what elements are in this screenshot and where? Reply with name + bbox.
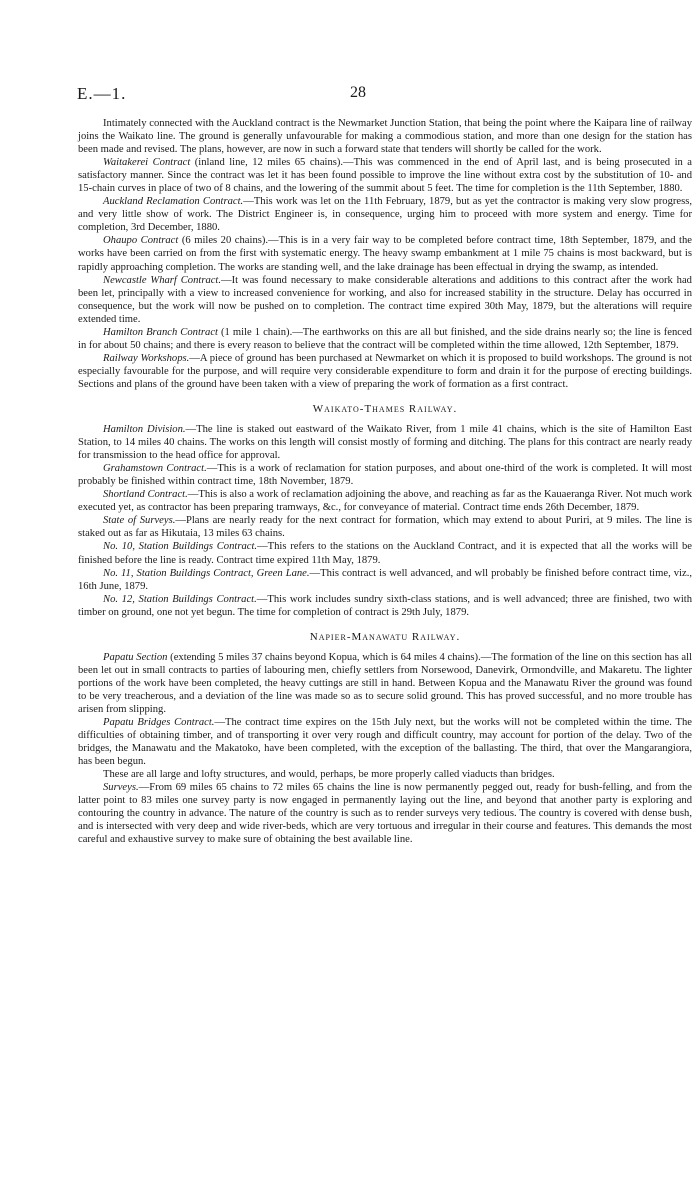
paragraph	[78, 352, 692, 391]
paragraph-text: (extending 5 miles 37 chains beyond Kopua, which is 64 miles 4 chains).—The formation of the line on this section has all been let out in small contracts to parties of labouring men, chiefly settlers from Norsewood, Danevirk, Ormondville, and Makaretu. The lighter portions of the work have been completed, the heavy cuttings are still in hand. Between Kopua and the Manawatu River the ground was found to be very treacherous, and a deviation of the line was made so as to secure solid ground. This has proved successful, and no more trouble has arisen from slipping.	[78, 651, 693, 715]
paragraph-title: No. 10, Station Buildings Contract.	[103, 541, 258, 553]
paragraph-title: Hamilton Division.	[103, 424, 186, 436]
paragraph-title: Railway Workshops.	[103, 352, 190, 364]
paragraph	[78, 274, 692, 326]
paragraph-title: Papatu Section	[103, 651, 168, 663]
document-reference: E.—1.	[77, 84, 127, 103]
paragraph-title: Papatu Bridges Contract.	[103, 717, 215, 729]
paragraph-text: —This refers to the stations on the Auckland Contract, and it is expected that all the works will be finished before the line is ready. Contract time expired 11th May, 1879.	[78, 541, 692, 566]
paragraph	[78, 234, 692, 273]
section-heading: Waikato-Thames Railway.	[312, 402, 458, 415]
paragraph-text: —From 69 miles 65 chains to 72 miles 65 chains the line is now permanently pegged out, ready for bush-felling, and from the latter point to 83 miles one survey party is now engaged in permanently laying out the line, and beyond that another party is exploring and contouring the country in advance. The nature of the country is such as to render surveys very tedious. The country is covered with dense bush, and is intersected with very deep and wide river-beds, which are very tortuous and irregular in their course and features. This demands the most careful and exhaustive survey to make sure of obtaining the best available line.	[78, 782, 692, 846]
section-heading: Napier-Manawatu Railway.	[309, 630, 461, 643]
paragraph-text: —Plans are nearly ready for the next contract for formation, which may extend to about Puriri, at 9 miles. The line is staked out as far as Hikutaia, 13 miles 63 chains.	[78, 515, 692, 540]
paragraph-text: —This is also a work of reclamation adjoining the above, and reaching as far as the Kauaeranga River. Not much work executed yet, as contractor has been preparing tramways, &c., for conveyance of material. Contract time ends 26th December, 1879.	[78, 489, 692, 514]
paragraph	[78, 156, 692, 195]
paragraph-text: (inland line, 12 miles 65 chains).—This was commenced in the end of April last, and is being prosecuted in a satisfactory manner. Since the contract was let it has been found possible to improve the line without extra cost by the substitution of 10- and 15-chain curves in place of two of 8 chains, and the lowering of the summit about 5 feet. The time for completion is the 11th September, 1880.	[78, 157, 692, 195]
paragraph-text: —The contract time expires on the 15th July next, but the works will not be completed within the time. The difficulties of obtaining timber, and of transporting it over very rough and difficult country, may account for portion of the delay. Two of the bridges, the Manawatu and the Makatoko, have been completed, with the exception of the ballasting. The third, that over the Mangarangiora, has been begun.	[78, 717, 693, 768]
paragraph-title: State of Surveys.	[103, 515, 176, 527]
page-header	[0, 84, 700, 108]
paragraph-text: —It was found necessary to make considerable alterations and additions to this contract after the work had been let, principally with a view to increased convenience for working, and also for increased stability in the structure. Delay has occurred in consequence, but the work will now be pushed on to completion. The contract time expired 30th May, 1879, but the alterations will require extended time.	[78, 274, 692, 325]
paragraph-title: Hamilton Branch Contract	[103, 326, 218, 338]
paragraph	[78, 540, 692, 566]
paragraph-text: These are all large and lofty structures, and would, perhaps, be more properly called viaducts than bridges.	[103, 769, 555, 781]
page-number: 28	[350, 84, 366, 101]
paragraph-text: —This is a work of reclamation for station purposes, and about one-third of the work is completed. It will most probably be finished within contract time, 18th November, 1879.	[78, 463, 692, 488]
paragraph	[78, 567, 692, 593]
paragraph-text: —This work was let on the 11th February, 1879, but as yet the contractor is making very slow progress, and very little show of work. The District Engineer is, in consequence, urging him to proceed with more system and energy. Time for completion, 3rd December, 1880.	[78, 196, 692, 234]
paragraph	[78, 117, 692, 156]
paragraph	[78, 514, 692, 540]
paragraph-text: Intimately connected with the Auckland contract is the Newmarket Junction Station, that being the point where the Kaipara line of railway joins the Waikato line. The ground is generally unfavourable for making a commodious station, and more than one design for the station has been made and revised. The plans, however, are now in such a forward state that tenders will shortly be called for the work.	[78, 118, 692, 156]
paragraph	[78, 462, 692, 488]
paragraph	[78, 768, 692, 781]
paragraph-title: No. 12, Station Buildings Contract.	[103, 593, 257, 605]
paragraph-text: —This work includes sundry sixth-class stations, and is well advanced; three are finished, two with timber on ground, one not yet begun. The time for completion of contract is 29th July, 1879.	[78, 593, 693, 618]
paragraph-title: Shortland Contract.	[103, 489, 188, 501]
paragraph	[78, 781, 692, 846]
paragraph	[78, 651, 692, 716]
paragraph-text: (6 miles 20 chains).—This is in a very fair way to be completed before contract time, 18th September, 1879, and the works have been carried on from the first with systematic energy. The heavy swamp embankment at 1 mile 75 chains is most backward, but is rapidly approaching completion. The works are standing well, and the lake drainage has been effectual in drying the swamp, as intended.	[78, 235, 692, 273]
paragraph-title: Ohaupo Contract	[103, 235, 179, 247]
paragraph	[78, 423, 692, 462]
paragraph	[78, 195, 692, 234]
paragraph-title: Waitakerei Contract	[103, 157, 191, 169]
paragraph-text: —This contract is well advanced, and wll probably be finished before contract time, viz., 16th June, 1879.	[78, 567, 692, 592]
paragraph-title: Auckland Reclamation Contract.	[103, 196, 244, 208]
paragraph	[78, 488, 692, 514]
paragraph-title: Surveys.	[103, 782, 139, 794]
document-body	[78, 117, 692, 846]
paragraph	[78, 593, 692, 619]
paragraph-title: No. 11, Station Buildings Contract, Green Lane.	[103, 567, 310, 579]
paragraph	[78, 326, 692, 352]
paragraph	[78, 716, 692, 768]
paragraph-text: (1 mile 1 chain).—The earthworks on this are all but finished, and the side drains nearly so; the line is fenced in for about 50 chains; and there is every reason to believe that the contract will be completed within the time allowed, 12th September, 1879.	[78, 326, 692, 351]
paragraph-title: Newcastle Wharf Contract.	[103, 274, 222, 286]
paragraph-title: Grahamstown Contract.	[103, 463, 207, 475]
paragraph-text: —A piece of ground has been purchased at Newmarket on which it is proposed to build workshops. The ground is not especially favourable for the purpose, and will require very considerable expenditure to form and drain it for the purpose of erecting buildings. Sections and plans of the ground have been taken with a view of preparing the work of formation as a first contract.	[78, 352, 692, 390]
paragraph-text: —The line is staked out eastward of the Waikato River, from 1 mile 41 chains, which is the site of Hamilton East Station, to 14 miles 40 chains. The works on this length will consist mostly of forming and ditching. The plans for this contract are nearly ready for transmission to the head office for approval.	[78, 424, 692, 462]
